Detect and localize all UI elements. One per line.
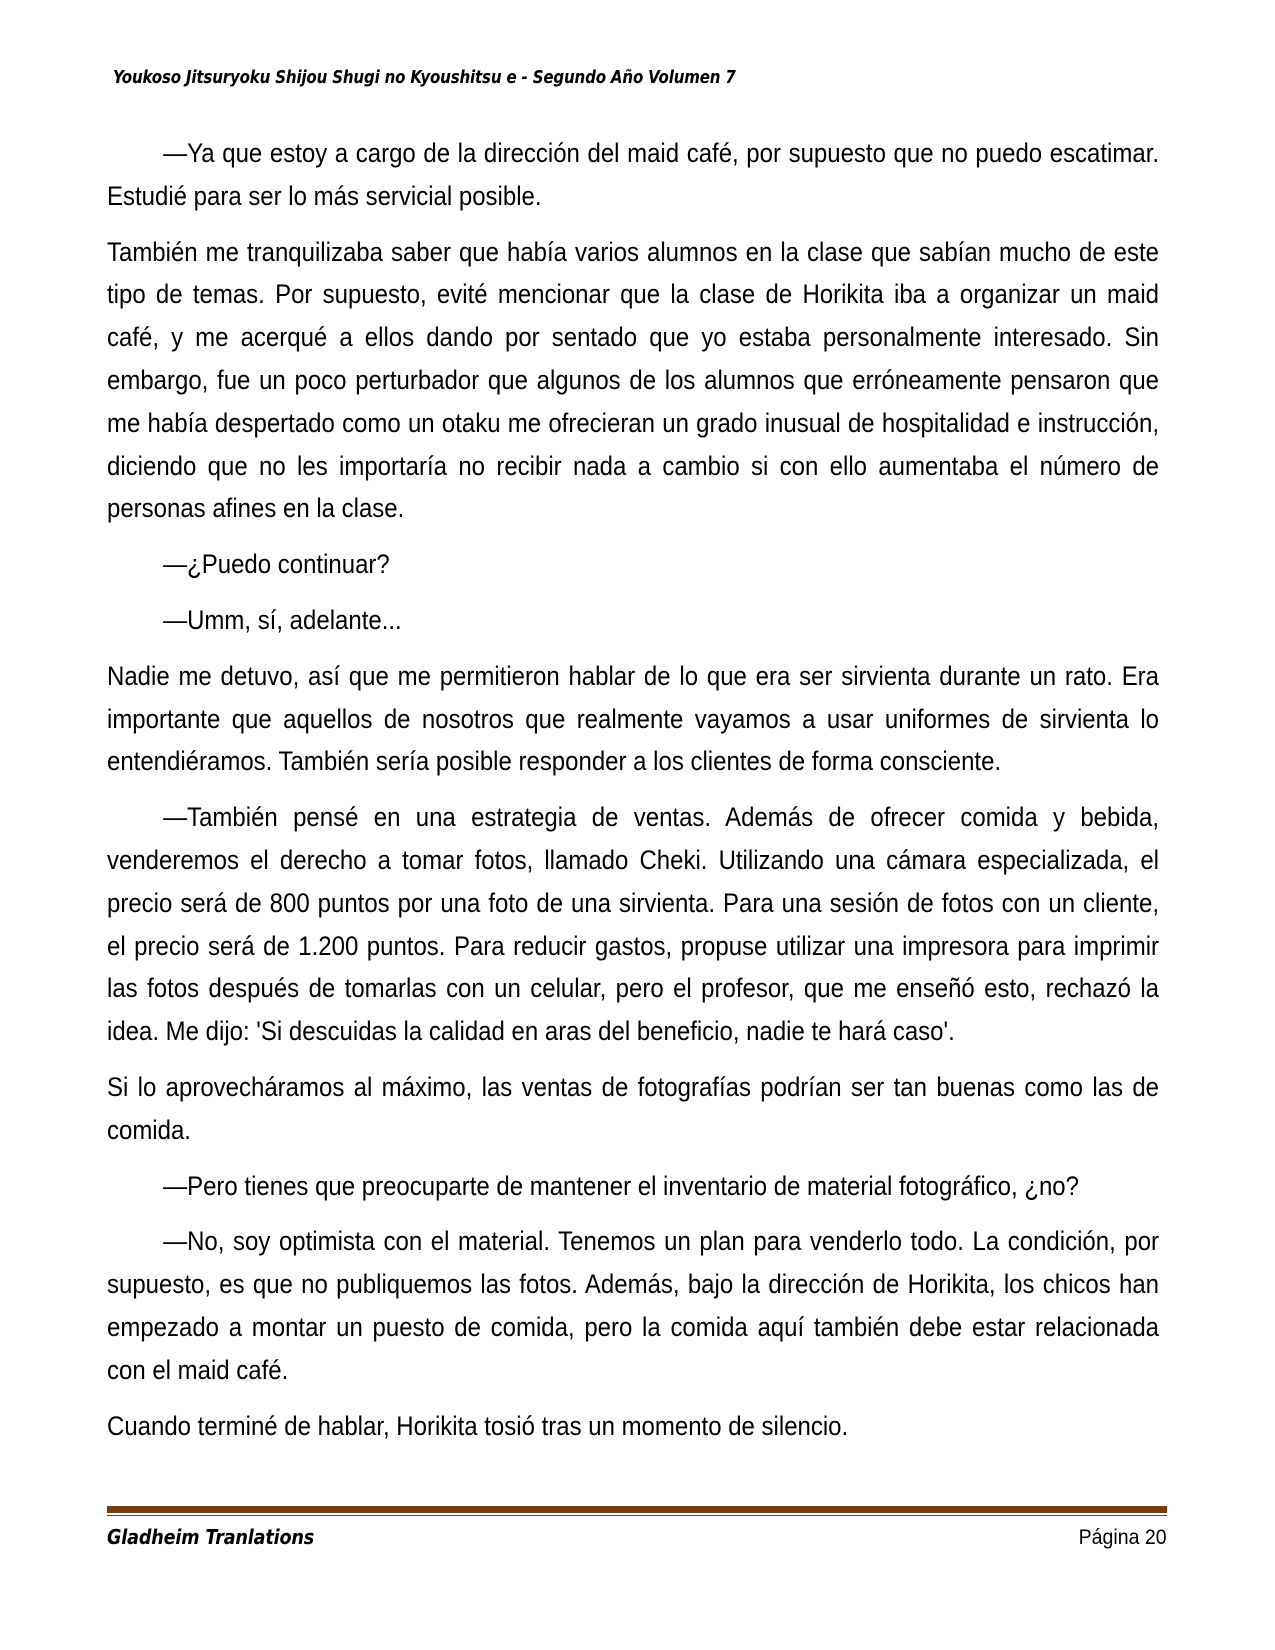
- page-footer: [107, 1506, 1167, 1550]
- paragraph: También me tranquilizaba saber que había varios alumnos en la clase que sabían mucho de este tipo de temas. Por supuesto, evité mencionar que la clase de Horikita iba a organizar un maid café, y me acerqué a ellos dando por sentado que yo estaba personalmente interesado. Sin embargo, fue un poco perturbador que algunos de los alumnos que erróneamente pensaron que me había despertado como un otaku me ofrecieran un grado inusual de hospitalidad e instrucción, diciendo que no les importaría no recibir nada a cambio si con ello aumentaba el número de personas afines en la clase.: [107, 236, 1160, 524]
- paragraph: —¿Puedo continuar?: [163, 549, 390, 580]
- running-header: [113, 68, 1163, 88]
- body-text-column: [107, 132, 1159, 1460]
- page-number: Página 20: [1079, 1526, 1167, 1549]
- footer-row: [107, 1525, 1167, 1550]
- translation-group-credit: Gladheim Tranlations: [107, 1525, 315, 1549]
- paragraph: —Umm, sí, adelante...: [163, 604, 402, 635]
- paragraph: —No, soy optimista con el material. Tenemos un plan para venderlo todo. La condición, por supuesto, es que no publiquemos las fotos. Además, bajo la dirección de Horikita, los chicos han empezado a montar un puesto de comida, pero la comida aquí también debe estar relacionada con el maid café.: [107, 1226, 1160, 1385]
- footer-divider-rule: [107, 1506, 1167, 1516]
- paragraph: —Ya que estoy a cargo de la dirección del maid café, por supuesto que no puedo escatimar. Estudié para ser lo más servicial posible.: [107, 138, 1160, 211]
- paragraph: Cuando terminé de hablar, Horikita tosió tras un momento de silencio.: [107, 1410, 849, 1441]
- paragraph: Nadie me detuvo, así que me permitieron hablar de lo que era ser sirvienta durante un rato. Era importante que aquellos de nosotros que realmente vayamos a usar uniformes de sirvienta lo entendiéramos. También sería posible responder a los clientes de forma consciente.: [107, 660, 1160, 777]
- book-title-header: Youkoso Jitsuryoku Shijou Shugi no Kyoushitsu e - Segundo Año Volumen 7: [113, 68, 736, 88]
- paragraph: —También pensé en una estrategia de ventas. Además de ofrecer comida y bebida, venderemos el derecho a tomar fotos, llamado Cheki. Utilizando una cámara especializada, el precio será de 800 puntos por una foto de una sirvienta. Para una sesión de fotos con un cliente, el precio será de 1.200 puntos. Para reducir gastos, propuse utilizar una impresora para imprimir las fotos después de tomarlas con un celular, pero el profesor, que me enseñó esto, rechazó la idea. Me dijo: 'Si descuidas la calidad en aras del beneficio, nadie te hará caso'.: [107, 802, 1160, 1047]
- paragraph: —Pero tienes que preocuparte de mantener el inventario de material fotográfico, ¿no?: [163, 1170, 1079, 1201]
- paragraph: Si lo aprovecháramos al máximo, las ventas de fotografías podrían ser tan buenas como las de comida.: [107, 1071, 1160, 1145]
